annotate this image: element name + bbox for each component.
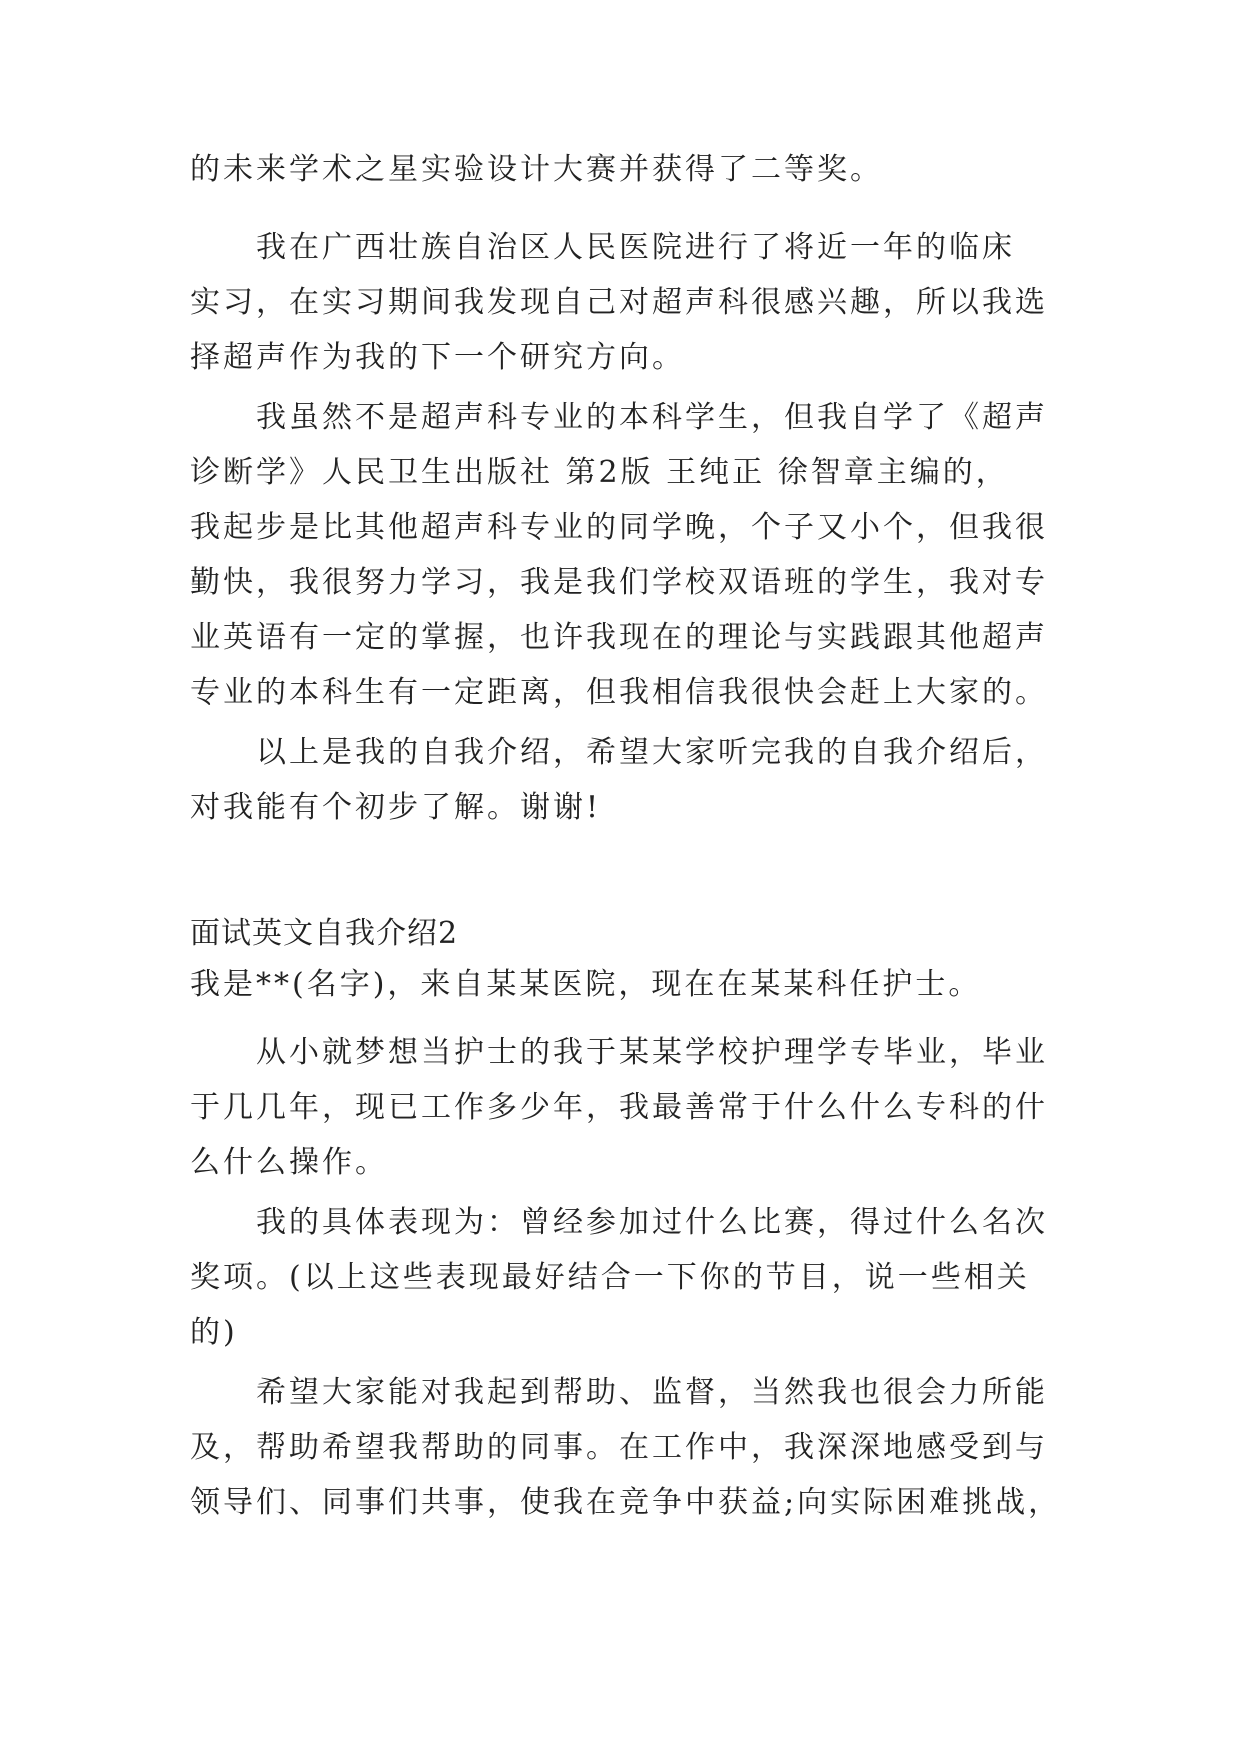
text-line: 我虽然不是超声科专业的本科学生，但我自学了《超声	[256, 400, 1048, 435]
text-line: 我起步是比其他超声科专业的同学晚，个子又小个，但我很	[190, 510, 1048, 545]
text-line: 以上是我的自我介绍，希望大家听完我的自我介绍后，	[256, 735, 1048, 770]
text-line: 希望大家能对我起到帮助、监督，当然我也很会力所能	[256, 1375, 1048, 1410]
text-line: 我是**(名字)，来自某某医院，现在在某某科任护士。	[190, 967, 982, 1002]
text-line: 勤快，我很努力学习，我是我们学校双语班的学生，我对专	[190, 565, 1048, 600]
text-line: 对我能有个初步了解。谢谢!	[190, 790, 602, 825]
text-line: 专业的本科生有一定距离，但我相信我很快会赶上大家的。	[190, 675, 1048, 710]
text-line: 的)	[190, 1315, 238, 1350]
text-line: 奖项。(以上这些表现最好结合一下你的节目，说一些相关	[190, 1260, 1030, 1295]
text-line: 实习，在实习期间我发现自己对超声科很感兴趣，所以我选	[190, 285, 1048, 320]
text-line: 领导们、同事们共事，使我在竞争中获益;向实际困难挑战，	[190, 1485, 1062, 1520]
text-line: 诊断学》人民卫生出版社 第2版 王纯正 徐智章主编的，	[190, 455, 1009, 490]
text-line: 从小就梦想当护士的我于某某学校护理学专毕业，毕业	[256, 1035, 1048, 1070]
section-heading: 面试英文自我介绍2	[190, 916, 459, 951]
text-line: 择超声作为我的下一个研究方向。	[190, 340, 685, 375]
text-line: 么什么操作。	[190, 1145, 388, 1180]
text-line: 的未来学术之星实验设计大赛并获得了二等奖。	[190, 152, 883, 187]
text-line: 我的具体表现为：曾经参加过什么比赛，得过什么名次	[256, 1205, 1048, 1240]
text-line: 及，帮助希望我帮助的同事。在工作中，我深深地感受到与	[190, 1430, 1048, 1465]
text-line: 我在广西壮族自治区人民医院进行了将近一年的临床	[256, 230, 1015, 265]
text-line: 业英语有一定的掌握，也许我现在的理论与实践跟其他超声	[190, 620, 1048, 655]
text-line: 于几几年，现已工作多少年，我最善常于什么什么专科的什	[190, 1090, 1048, 1125]
